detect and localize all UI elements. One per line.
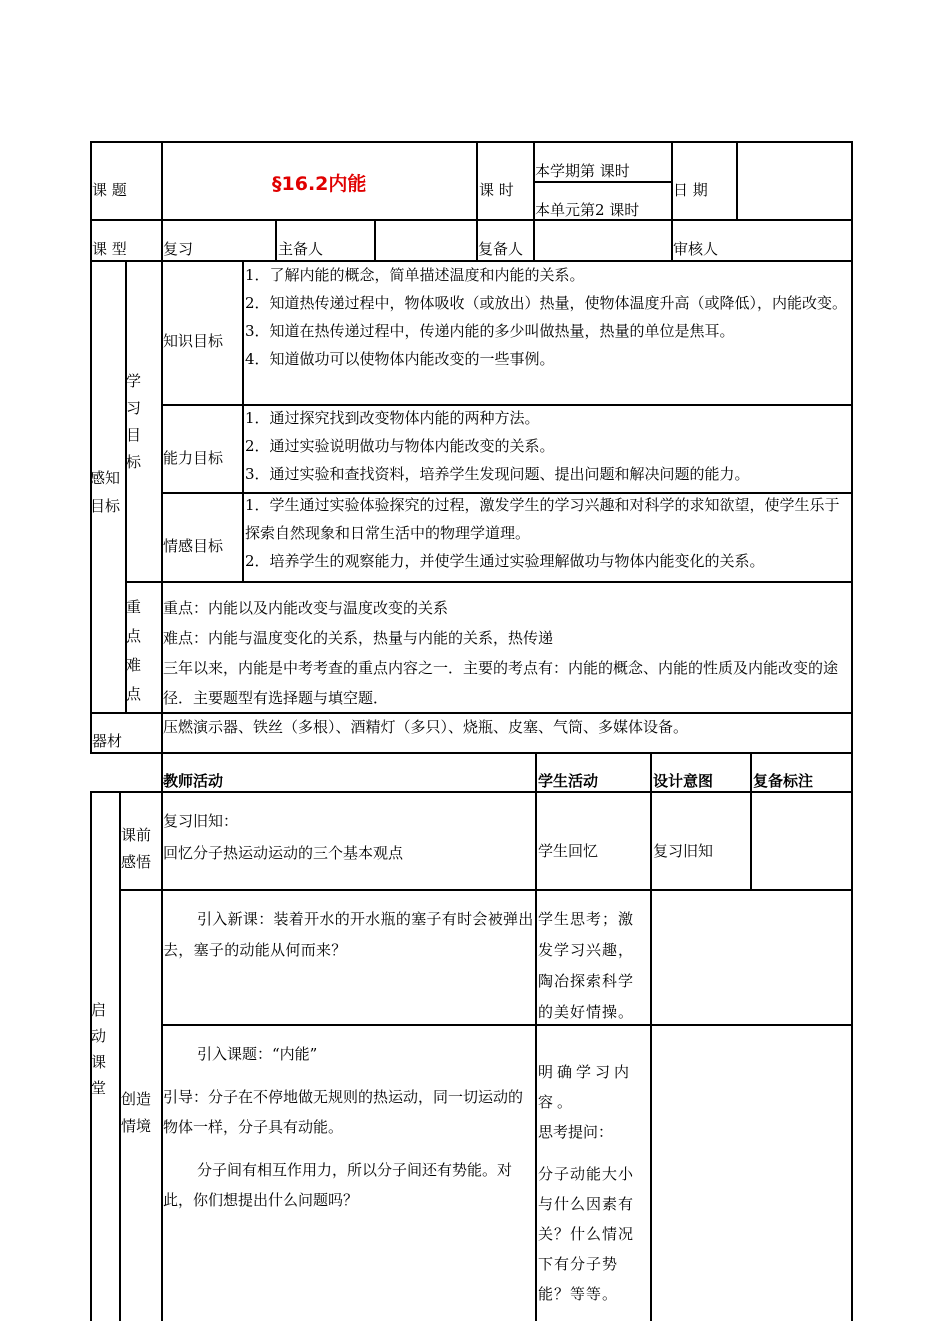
scenario-topic: 引入课题：“内能” (197, 1045, 318, 1063)
pre-class-label: 课前感悟 (121, 826, 152, 871)
type-label: 课 型 (92, 240, 127, 258)
scenario-student-goal: 明确学习内容。 (538, 1063, 634, 1111)
unit-period: 本单元第2 课时 (535, 201, 640, 219)
review-note-header: 复备标注 (753, 772, 814, 790)
knowledge-label: 知识目标 (163, 332, 224, 350)
section-label: 启动课堂 (91, 1001, 107, 1097)
emotion-items (245, 491, 849, 575)
knowledge-item: 4．知道做功可以使物体内能改变的一些事例。 (245, 350, 555, 368)
design-intent-header: 设计意图 (653, 772, 714, 790)
reviewer-label: 审核人 (673, 240, 719, 258)
scenario-force: 分子间有相互作用力，所以分子间还有势能。对此，你们想提出什么问题吗？ (163, 1161, 513, 1209)
pre-class-student: 学生回忆 (538, 842, 599, 860)
ability-item: 2．通过实验说明做功与物体内能改变的关系。 (245, 437, 555, 455)
knowledge-item: 1．了解内能的概念，简单描述温度和内能的关系。 (245, 266, 585, 284)
learning-goals-label: 学习目标 (126, 372, 142, 471)
knowledge-items (245, 261, 849, 373)
exam-note: 三年以来，内能是中考考查的重点内容之一．主要的考点有：内能的概念、内能的性质及内能改变的途径．主要题型有选择题与填空题． (163, 659, 839, 707)
scenario-guide: 引导：分子在不停地做无规则的热运动，同一切运动的物体一样，分子具有动能。 (163, 1088, 524, 1136)
ability-label: 能力目标 (163, 449, 224, 467)
knowledge-item: 3．知道在热传递过程中，传递内能的多少叫做热量，热量的单位是焦耳。 (245, 322, 735, 340)
key-point: 重点：内能以及内能改变与温度改变的关系 (163, 599, 449, 617)
course-label: 课 题 (92, 181, 127, 199)
semester-period: 本学期第 课时 (535, 162, 630, 180)
key-points-content (163, 593, 849, 713)
scenario-label: 创造情境 (121, 1090, 152, 1135)
student-activity-header: 学生活动 (538, 772, 599, 790)
knowledge-item: 2．知道热传递过程中，物体吸收（或放出）热量，使物体温度升高（或降低），内能改变。 (245, 294, 848, 312)
ability-items (245, 404, 849, 488)
key-points-label: 重点难点 (126, 598, 142, 703)
type-value: 复习 (163, 240, 194, 258)
scenario-student-question: 分子动能大小与什么因素有关？什么情况下有分子势能？等等。 (538, 1165, 635, 1303)
emotion-label: 情感目标 (163, 537, 224, 555)
course-title: §16.2内能 (272, 173, 367, 195)
emotion-item: 2．培养学生的观察能力，并使学生通过实验理解做功与物体内能变化的关系。 (245, 552, 765, 570)
equipment-value: 压燃演示器、铁丝（多根）、酒精灯（多只）、烧瓶、皮塞、气筒、多媒体设备。 (163, 718, 689, 736)
pre-class-teacher-line: 复习旧知： (163, 812, 239, 830)
scenario-student-think: 思考提问： (538, 1123, 614, 1141)
ability-item: 1．通过探究找到改变物体内能的两种方法。 (245, 409, 540, 427)
equipment-label: 器材 (92, 732, 123, 750)
date-label: 日 期 (673, 181, 708, 199)
pre-class-teacher-line: 回忆分子热运动运动的三个基本观点 (163, 844, 404, 862)
goals-outer-label: 感知目标 (90, 469, 121, 515)
intro-teacher: 引入新课：装着开水的开水瓶的塞子有时会被弹出去，塞子的动能从何而来？ (163, 910, 534, 959)
preparer-label: 主备人 (278, 240, 324, 258)
ability-item: 3．通过实验和查找资料，培养学生发现问题、提出问题和解决问题的能力。 (245, 465, 750, 483)
co-preparer-label: 复备人 (478, 240, 524, 258)
teacher-activity-header: 教师活动 (163, 772, 224, 790)
pre-class-teacher (163, 805, 533, 869)
period-label: 课 时 (479, 181, 514, 199)
pre-class-design: 复习旧知 (653, 842, 714, 860)
emotion-item: 1．学生通过实验体验探究的过程，激发学生的学习兴趣和对科学的求知欲望，使学生乐于探索自然现象和日常生活中的物理学道理。 (245, 496, 840, 542)
scenario-student (538, 1057, 649, 1309)
difficult-point: 难点：内能与温度变化的关系，热量与内能的关系，热传递 (163, 629, 554, 647)
scenario-teacher (163, 1039, 534, 1215)
intro-student: 学生思考；激发学习兴趣，陶冶探索科学的美好情操。 (538, 910, 635, 1021)
